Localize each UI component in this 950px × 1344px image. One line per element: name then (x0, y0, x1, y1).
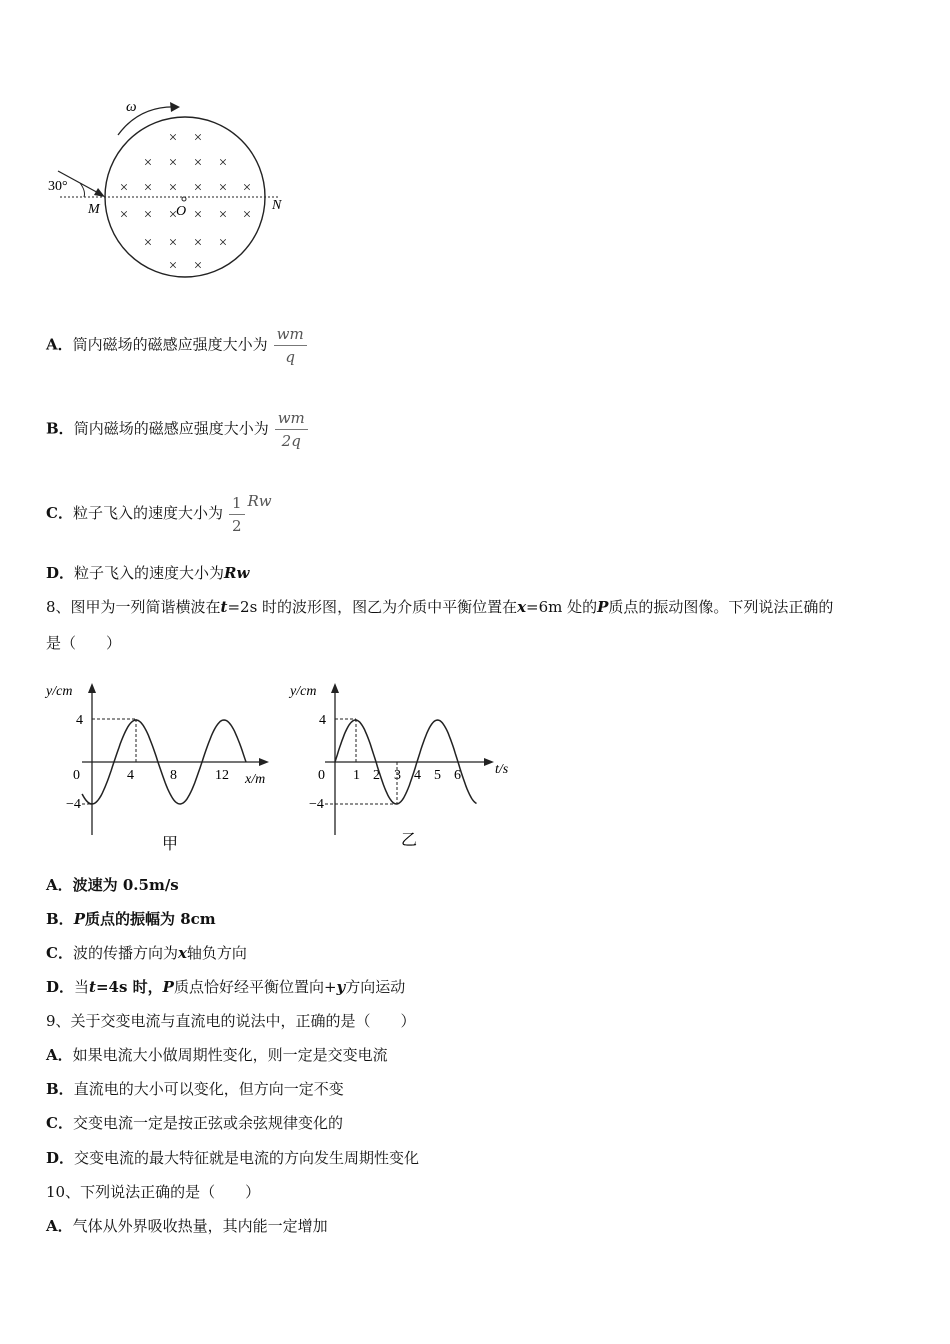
magnetic-cylinder-figure (40, 95, 310, 300)
option-text: 波的传播方向为 (72, 944, 178, 962)
fraction-denominator: 2q (281, 432, 301, 450)
stem-text: =2s 时的波形图，图乙为介质中平衡位置在 (227, 598, 518, 616)
option-text: 气体从外界吸收热量，其内能一定增加 (72, 1217, 328, 1235)
svg-text:×: × (218, 155, 228, 171)
svg-text:×: × (193, 235, 203, 251)
y-axis-arrow (88, 683, 96, 693)
y-tick-neg4: −4 (66, 797, 81, 812)
graph-caption-yi: 乙 (401, 832, 418, 849)
field-crosses (120, 130, 251, 274)
option-text: 方向运动 (345, 978, 406, 996)
stem-text: =6m 处的 (526, 598, 598, 616)
svg-text:×: × (143, 155, 153, 171)
svg-text:×: × (193, 180, 203, 196)
q7-option-a (46, 323, 307, 368)
wave-graph-jia (40, 675, 280, 860)
option-letter: C． (46, 504, 73, 522)
x-tick-2: 2 (373, 768, 380, 783)
incoming-arrowhead (94, 188, 105, 197)
x-tick-1: 1 (353, 768, 360, 783)
y-axis-arrow (331, 683, 339, 693)
option-letter: B． (46, 910, 74, 928)
x-axis-arrow (259, 758, 269, 766)
q10-option-a (46, 1215, 328, 1237)
y-axis-label: y/cm (290, 684, 317, 699)
rotation-arrowhead (170, 102, 180, 112)
q9-option-d (46, 1147, 419, 1169)
q8-option-b (46, 908, 216, 930)
q10-stem: 10、下列说法正确的是（ ） (46, 1183, 261, 1201)
svg-text:×: × (193, 258, 203, 274)
var-x: x (177, 944, 187, 962)
svg-text:×: × (119, 207, 129, 223)
fraction-numerator: wm (275, 407, 308, 430)
stem-text: 质点的振动图像。下列说法正确的 (608, 598, 834, 616)
x-tick-3: 3 (394, 768, 401, 783)
svg-text:×: × (218, 180, 228, 196)
x-tick-12: 12 (215, 768, 229, 783)
option-text: 粒子飞入的速度大小为 (72, 504, 223, 522)
y-tick-4: 4 (76, 713, 83, 728)
var-t: t (89, 978, 96, 996)
x-tick-4: 4 (127, 768, 134, 783)
x-axis-arrow (484, 758, 494, 766)
option-letter: C． (46, 1114, 73, 1132)
option-letter: D． (46, 1149, 75, 1167)
svg-text:×: × (168, 235, 178, 251)
option-text: 筒内磁场的磁感应强度大小为 (72, 335, 268, 354)
x-tick-5: 5 (434, 768, 441, 783)
option-text: 轴负方向 (186, 944, 247, 962)
svg-text:×: × (119, 180, 129, 196)
option-text: 直流电的大小可以变化，但方向一定不变 (73, 1080, 344, 1098)
option-text: 粒子飞入的速度大小为 (74, 564, 225, 582)
omega-label: ω (126, 99, 137, 115)
option-letter: A． (46, 1046, 73, 1064)
label-n: N (272, 198, 282, 213)
option-text: 如果电流大小做周期性变化，则一定是交变电流 (72, 1046, 388, 1064)
x-tick-8: 8 (170, 768, 177, 783)
svg-text:×: × (143, 180, 153, 196)
fraction-wm-2q (275, 407, 308, 452)
var-p: P (597, 598, 609, 616)
rw-value: Rw (224, 564, 250, 582)
svg-text:×: × (218, 207, 228, 223)
svg-text:×: × (143, 235, 153, 251)
q8-option-c (46, 942, 247, 964)
svg-text:×: × (218, 235, 228, 251)
var-y: y (336, 978, 346, 996)
svg-text:×: × (168, 155, 178, 171)
origin-label: 0 (73, 768, 80, 783)
svg-text:×: × (193, 207, 203, 223)
option-text: 交变电流一定是按正弦或余弦规律变化的 (72, 1114, 343, 1132)
fraction-one-half (229, 492, 245, 537)
svg-text:×: × (168, 258, 178, 274)
option-letter: D． (46, 564, 75, 582)
center-dot (182, 197, 186, 201)
q7-option-b (46, 407, 308, 452)
svg-text:×: × (168, 130, 178, 146)
option-text: 交变电流的最大特征就是电流的方向发生周期性变化 (74, 1149, 420, 1167)
option-text: 当 (74, 978, 90, 996)
option-letter: D． (46, 978, 75, 996)
fraction-denominator: 2 (231, 516, 242, 535)
stem-text: 8、图甲为一列简谐横波在 (46, 598, 221, 616)
rw-term: Rw (247, 492, 272, 510)
option-letter: A． (46, 876, 73, 894)
q9-option-c (46, 1112, 343, 1134)
fraction-denominator: q (285, 348, 295, 366)
vibration-graph-yi (285, 675, 525, 860)
var-p: P (162, 978, 174, 996)
option-letter: A． (46, 335, 73, 354)
q8-option-d (46, 976, 405, 998)
q9-option-b (46, 1078, 344, 1100)
option-letter: A． (46, 1217, 73, 1235)
option-text: 波速为 0.5m/s (72, 876, 179, 894)
x-tick-6: 6 (454, 768, 461, 783)
option-text: =4s 时， (95, 978, 163, 996)
origin-label: 0 (318, 768, 325, 783)
graph-caption-jia: 甲 (162, 836, 179, 853)
q8-option-a (46, 874, 179, 896)
q8-stem-line2: 是（ ） (46, 634, 122, 652)
angle-label: 30° (48, 179, 68, 194)
option-letter: B． (46, 1080, 74, 1098)
option-text: 筒内磁场的磁感应强度大小为 (73, 419, 269, 438)
fraction-numerator: 1 (229, 492, 245, 515)
svg-text:×: × (242, 180, 252, 196)
var-t: t (220, 598, 228, 616)
q8-stem-line1 (46, 596, 833, 618)
x-tick-4: 4 (414, 768, 421, 783)
var-x: x (517, 598, 527, 616)
q7-option-c (46, 490, 272, 537)
var-p: P (73, 910, 85, 928)
fraction-wm-q (274, 323, 307, 368)
x-axis-label: x/m (245, 772, 266, 787)
q9-option-a (46, 1044, 388, 1066)
y-tick-neg4: −4 (309, 797, 324, 812)
x-axis-label: t/s (495, 762, 509, 777)
label-o: O (176, 204, 187, 219)
option-letter: B． (46, 419, 74, 438)
option-text: 质点恰好经平衡位置向+ (173, 978, 337, 996)
svg-text:×: × (168, 180, 178, 196)
y-tick-4: 4 (319, 713, 326, 728)
svg-text:×: × (242, 207, 252, 223)
fraction-numerator: wm (274, 323, 307, 346)
y-axis-label: y/cm (46, 684, 73, 699)
q7-option-d (46, 562, 249, 584)
option-text: 质点的振幅为 8cm (84, 910, 216, 928)
label-m: M (88, 202, 100, 217)
option-letter: C． (46, 944, 73, 962)
q9-stem: 9、关于交变电流与直流电的说法中，正确的是（ ） (46, 1012, 416, 1030)
svg-text:×: × (143, 207, 153, 223)
svg-text:×: × (168, 207, 178, 223)
svg-text:×: × (193, 155, 203, 171)
svg-text:×: × (193, 130, 203, 146)
